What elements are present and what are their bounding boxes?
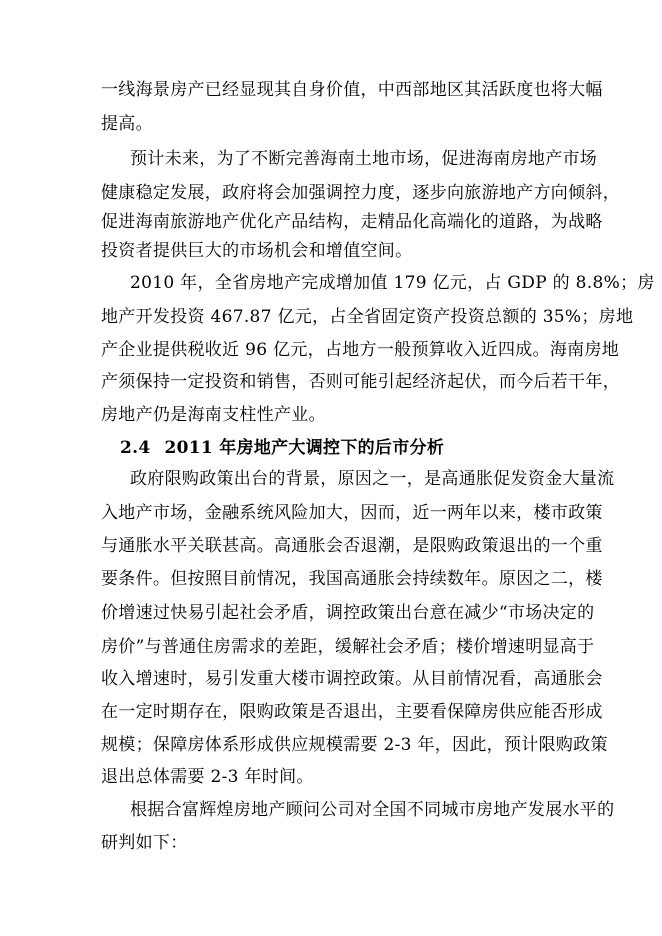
section-heading	[120, 437, 590, 459]
paragraph-line: 2010 年，全省房地产完成增加值 179 亿元，占 GDP 的 8.8%；房	[130, 273, 655, 293]
paragraph-line: 一线海景房产已经显现其自身价值，中西部地区其活跃度也将大幅	[101, 80, 603, 100]
paragraph-line: 价增速过快易引起社会矛盾，调控政策出台意在减少“市场决定的	[101, 603, 595, 623]
paragraph-line: 地产开发投资 467.87 亿元，占全省固定资产投资总额的 35%；房地	[101, 307, 634, 327]
paragraph-line: 根据合富辉煌房地产顾问公司对全国不同城市房地产发展水平的	[130, 800, 615, 820]
section-title: 2011 年房地产大调控下的后市分析	[164, 438, 445, 458]
paragraph-line: 产须保持一定投资和销售，否则可能引起经济起伏，而今后若干年，	[101, 372, 620, 392]
paragraph-line: 政府限购政策出台的背景，原因之一，是高通胀促发资金大量流	[130, 469, 615, 489]
paragraph-line: 预计未来，为了不断完善海南土地市场，促进海南房地产市场	[130, 149, 598, 169]
paragraph-line: 入地产市场，金融系统风险加大，因而，近一两年以来，楼市政策	[101, 503, 603, 523]
paragraph-line: 在一定时期存在，限购政策是否退出，主要看保障房供应能否形成	[101, 702, 603, 722]
paragraph-line: 房价”与普通住房需求的差距，缓解社会矛盾；楼价增速明显高于	[101, 637, 595, 657]
paragraph-line: 健康稳定发展，政府将会加强调控力度，逐步向旅游地产方向倾斜，	[101, 183, 620, 203]
paragraph-line: 退出总体需要 2-3 年时间。	[101, 767, 314, 787]
paragraph-line: 提高。	[101, 114, 153, 134]
paragraph-line: 收入增速时，易引发重大楼市调控政策。从目前情况看，高通胀会	[101, 669, 603, 689]
paragraph-line: 研判如下：	[101, 833, 188, 853]
paragraph-line: 投资者提供巨大的市场机会和增值空间。	[101, 241, 413, 261]
paragraph-line: 房地产仍是海南支柱性产业。	[101, 405, 326, 425]
section-number: 2.4	[120, 438, 151, 458]
paragraph-line: 与通胀水平关联甚高。高通胀会否退潮，是限购政策退出的一个重	[101, 536, 603, 556]
paragraph-line: 要条件。但按照目前情况，我国高通胀会持续数年。原因之二，楼	[101, 569, 603, 589]
paragraph-line: 规模；保障房体系形成供应规模需要 2-3 年，因此，预计限购政策	[101, 735, 608, 755]
paragraph-line: 产企业提供税收近 96 亿元，占地方一般预算收入近四成。海南房地	[101, 340, 620, 360]
paragraph-line: 促进海南旅游地产优化产品结构，走精品化高端化的道路，为战略	[101, 212, 603, 232]
